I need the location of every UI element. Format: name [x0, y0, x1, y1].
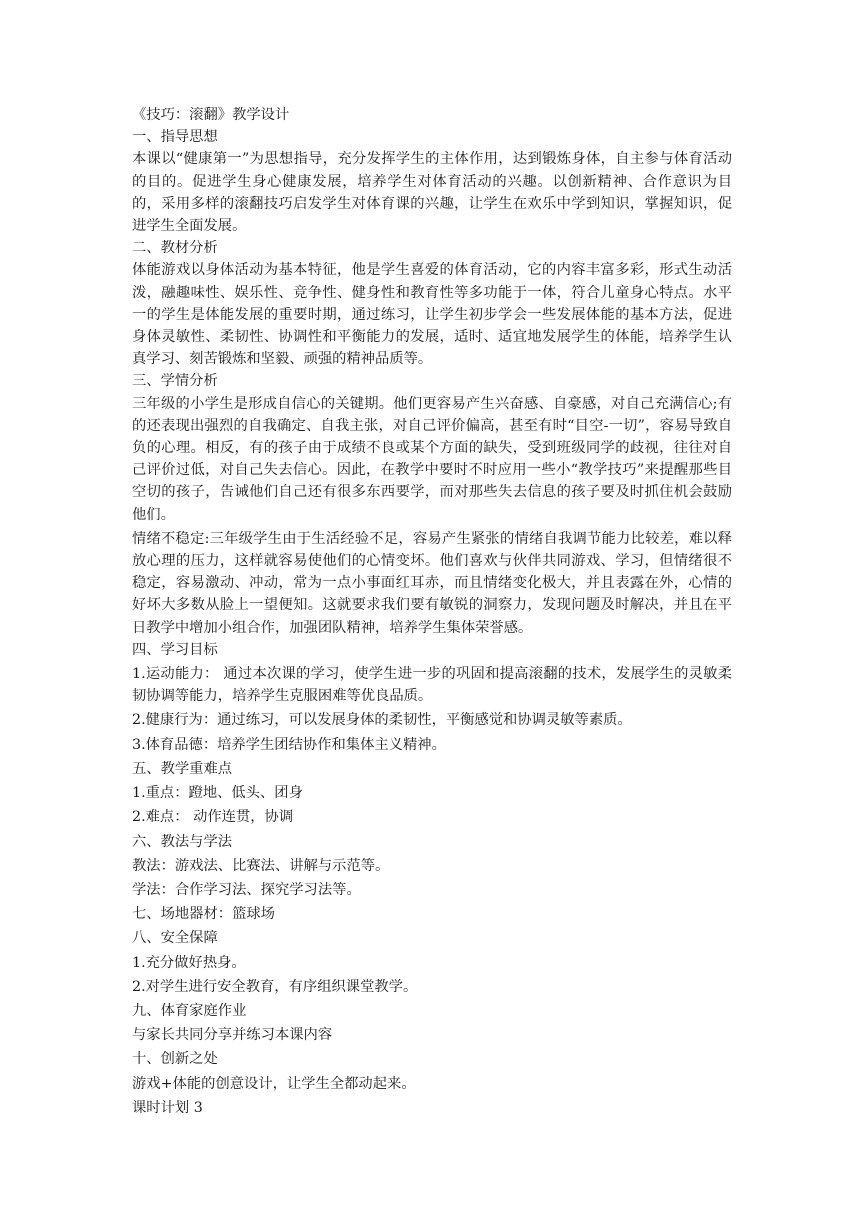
section-body-10: 游戏+体能的创意设计，让学生全都动起来。 — [132, 1075, 416, 1092]
footer-label: 课时计划 3 — [132, 1099, 203, 1116]
list-item: 1.充分做好热身。 — [132, 954, 246, 971]
list-item: 3.体育品德：培养学生团结协作和集体主义精神。 — [132, 736, 446, 753]
section-heading-3: 三、学情分析 — [132, 373, 218, 390]
section-heading-9: 九、体育家庭作业 — [132, 1002, 247, 1019]
list-item: 2.健康行为：通过练习，可以发展身体的柔韧性，平衡感觉和协调灵敏等素质。 — [132, 712, 632, 729]
section-body-9: 与家长共同分享并练习本课内容 — [132, 1027, 333, 1044]
document-title: 《技巧：滚翻》教学设计 — [132, 107, 290, 123]
section-heading-6: 六、教法与学法 — [132, 833, 233, 850]
document-page — [132, 104, 732, 1119]
section-heading-1: 一、指导思想 — [132, 129, 218, 146]
list-item: 1.重点：蹬地、低头、团身 — [132, 785, 303, 802]
section-heading-2: 二、教材分析 — [132, 240, 218, 257]
section-body-3a: 三年级的小学生是形成自信心的关键期。他们更容易产生兴奋感、自豪感，对自己充满信心;有的还表现出强烈的自我确定、自我主张，对自己评价偏高，甚至有时“目空-一切”，容易导致自负的心理。相反，有的孩子由于成绩不良或某个方面的缺失，受到班级同学的歧视，往往对自己评价过低，对自己失去信心。因此，在教学中要时不时应用一些小“教学技巧”来提醒那些目空切的孩子，告诫他们自己还有很多东西要学，而对那些失去信息的孩子要及时抓住机会鼓励他们。 — [132, 395, 732, 523]
list-item: 2.对学生进行安全教育，有序组织课堂教学。 — [132, 978, 418, 995]
list-item: 学法：合作学习法、探究学习法等。 — [132, 881, 361, 898]
list-item: 教法：游戏法、比赛法、讲解与示范等。 — [132, 857, 390, 874]
list-item: 1.运动能力： 通过本次课的学习，使学生进一步的巩固和提高滚翻的技术，发展学生的灵敏柔韧协调等能力，培养学生克服困难等优良品质。 — [132, 666, 732, 705]
list-item: 2.难点： 动作连贯，协调 — [132, 809, 294, 826]
section-heading-5: 五、教学重难点 — [132, 760, 233, 777]
section-body-1: 本课以“健康第一”为思想指导，充分发挥学生的主体作用，达到锻炼身体，自主参与体育活动的目的。促进学生身心健康发展，培养学生对体育活动的兴趣。以创新精神、合作意识为目的，采用多样的滚翻技巧启发学生对体育课的兴趣，让学生在欢乐中学到知识，掌握知识，促进学生全面发展。 — [132, 151, 732, 235]
section-body-3b: 情绪不稳定:三年级学生由于生活经验不足，容易产生紧张的情绪自我调节能力比较差，难以释放心理的压力，这样就容易使他们的心情变坏。他们喜欢与伙伴共同游戏、学习，但情绪很不稳定，容易激动、冲动，常为一点小事面红耳赤，而且情绪变化极大，并且表露在外，心情的好坏大多数从脸上一望便知。这就要求我们要有敏锐的洞察力，发现问题及时解决，并且在平日教学中增加小组合作，加强团队精神，培养学生集体荣誉感。 — [132, 530, 732, 636]
section-body-2: 体能游戏以身体活动为基本特征，他是学生喜爱的体育活动，它的内容丰富多彩，形式生动活泼，融趣味性、娱乐性、竞争性、健身性和教育性等多功能于一体，符合儿童身心特点。水平一的学生是体能发展的重要时期，通过练习，让学生初步学会一些发展体能的基本方法，促进身体灵敏性、柔韧性、协调性和平衡能力的发展，适时、适宜地发展学生的体能，培养学生认真学习、刻苦锻炼和坚毅、顽强的精神品质等。 — [132, 262, 732, 368]
section-heading-8: 八、安全保障 — [132, 930, 218, 947]
section-heading-7: 七、场地器材：篮球场 — [132, 906, 275, 923]
section-heading-10: 十、创新之处 — [132, 1051, 218, 1068]
section-heading-4: 四、学习目标 — [132, 641, 218, 658]
